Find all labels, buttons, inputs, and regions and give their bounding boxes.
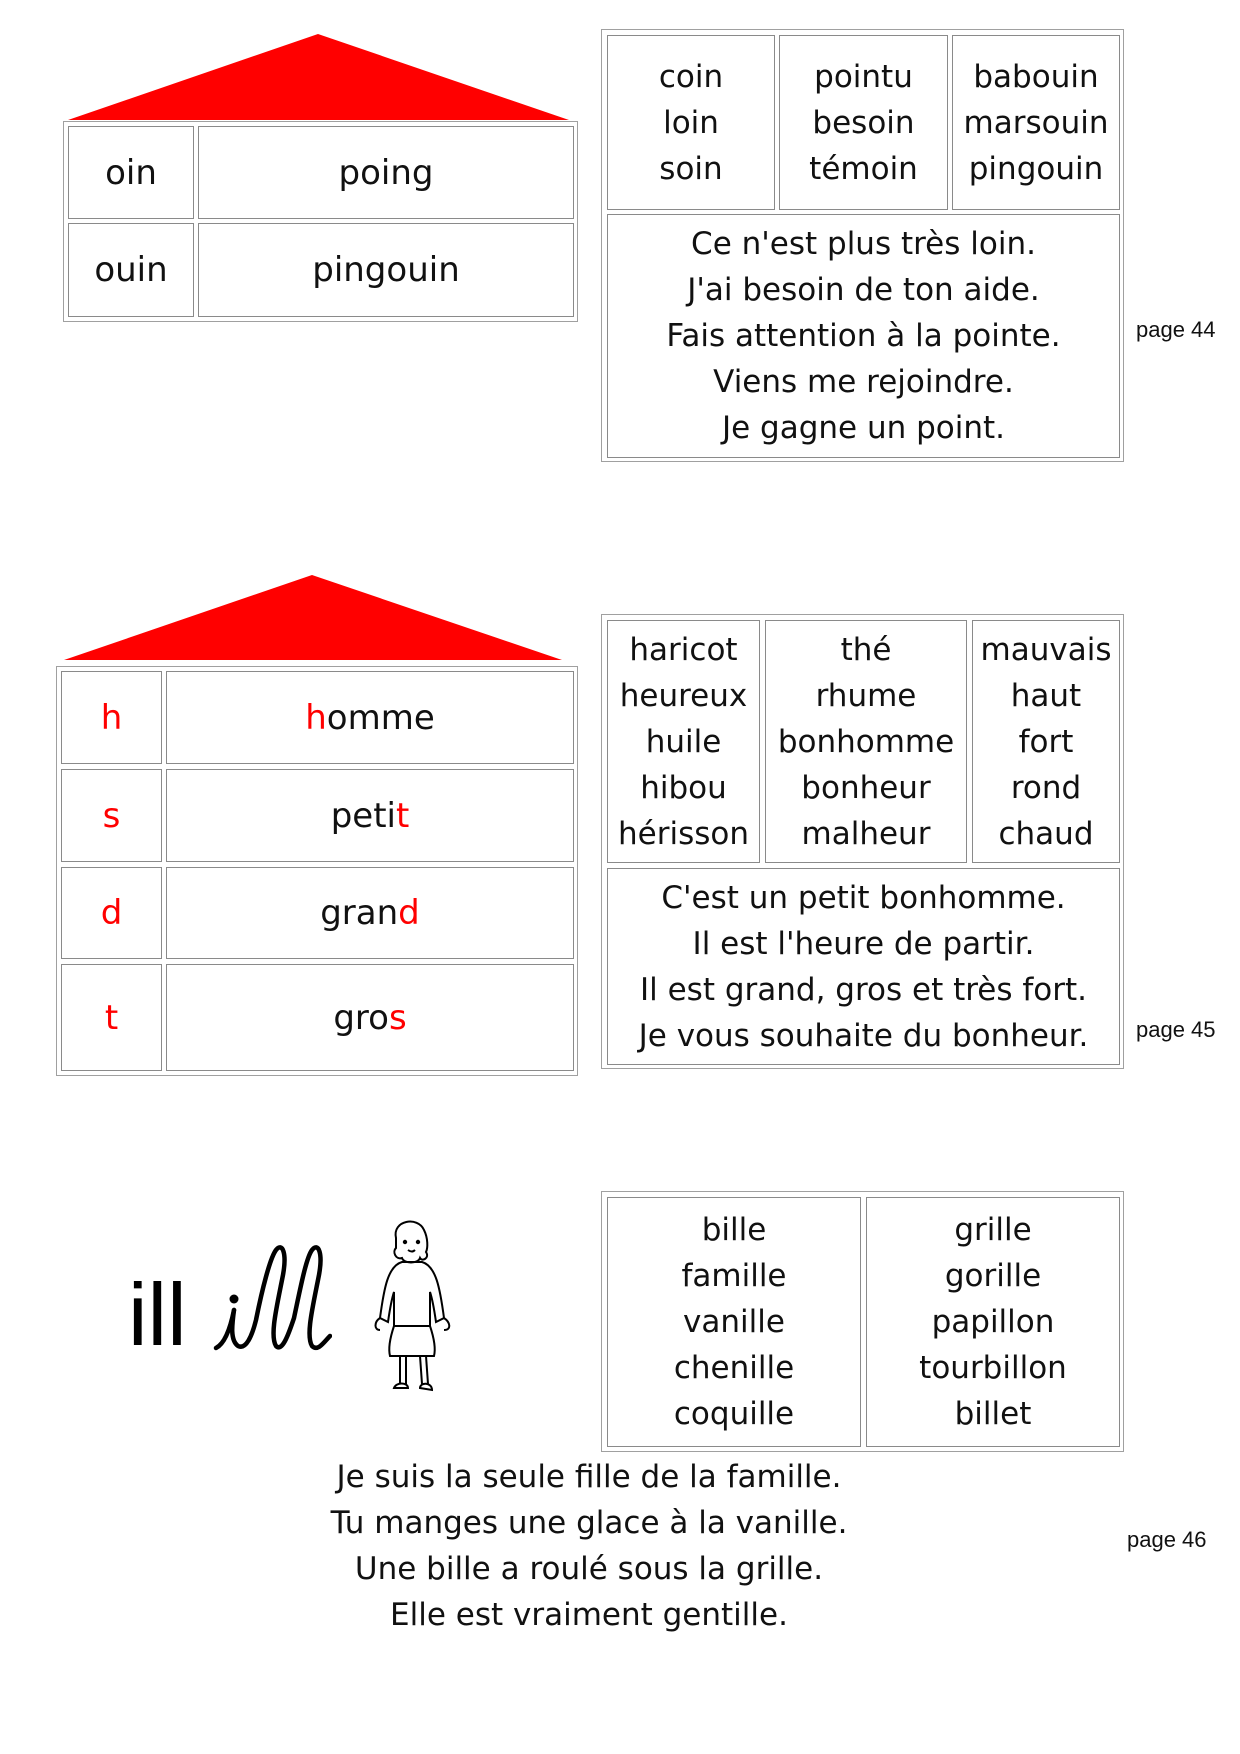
word: coquille [673,1396,795,1432]
word: huile [645,723,722,760]
word: hibou [640,769,727,806]
highlight: s [388,997,407,1038]
letter: t [104,997,119,1038]
page-number: page 46 [1127,1527,1207,1552]
word: vanille [683,1304,785,1340]
word: besoin [812,104,915,141]
letter: d [100,893,123,933]
word: hérisson [618,815,749,852]
word: mauvais [980,631,1112,668]
word-table [601,1191,1124,1452]
word: thé [840,631,892,668]
sentence: Viens me rejoindre. [713,364,1014,400]
word: grille [954,1212,1032,1248]
word: famille [681,1258,787,1294]
word: babouin [973,58,1099,95]
word: témoin [809,150,918,187]
page-number: page 45 [1136,1017,1216,1042]
word-text [333,998,406,1038]
word: bonheur [801,769,931,806]
sentence: Tu manges une glace à la vanille. [330,1505,848,1541]
sentence: Ce n'est plus très loin. [691,226,1036,262]
word-table [601,29,1124,462]
word-column [952,35,1120,210]
word-rest: gro [333,997,389,1038]
word: pingouin [968,150,1104,187]
sentence: Je vous souhaite du bonheur. [638,1017,1089,1054]
letter: h [100,697,123,738]
word: fort [1018,723,1074,760]
highlight: d [398,893,420,933]
word-cell [166,671,574,764]
sound-print: ill [128,1265,187,1364]
sound-cell [68,223,194,317]
letter-cell [61,769,162,862]
house-roof [62,573,564,662]
word-column [972,620,1120,863]
letter-cell [61,867,162,959]
word-text [320,893,420,933]
word-column [607,620,760,863]
word-column [779,35,948,210]
highlight: t [395,795,410,836]
word-text: pingouin [312,250,460,290]
sound-text: oin [105,152,157,193]
page-number: page 44 [1136,317,1216,342]
highlight: h [305,697,327,738]
word-text: poing [338,152,434,193]
word-table [601,614,1124,1069]
sound-text: ouin [94,250,168,290]
word: tourbillon [919,1350,1067,1386]
girl-illustration [368,1218,460,1396]
word-text [331,796,410,836]
sound-cursive [212,1240,332,1352]
word-cell [198,126,574,219]
word: gorille [944,1258,1042,1294]
word: bille [701,1212,767,1248]
word: haricot [629,631,738,668]
sentences [289,1454,889,1638]
word: rond [1010,769,1082,806]
word-cell [166,964,574,1071]
word: billet [954,1396,1032,1432]
sentence: Elle est vraiment gentille. [390,1597,788,1633]
word: heureux [619,677,748,714]
word: malheur [801,815,931,852]
word-cell [198,223,574,317]
word: bonhomme [777,723,955,760]
sentence: Il est l'heure de partir. [692,925,1035,962]
word: loin [663,104,719,141]
word-text [305,698,435,738]
word: chenille [673,1350,795,1386]
sentences-cell [607,868,1120,1065]
word-rest: omme [326,697,435,738]
sentence: Fais attention à la pointe. [666,318,1061,354]
word: papillon [931,1304,1055,1340]
word-cell [166,769,574,862]
sentence: Il est grand, gros et très fort. [639,971,1088,1008]
word-rest: peti [330,795,396,836]
word-column [607,1197,861,1447]
letter-cell [61,671,162,764]
letter: s [102,795,121,836]
dot [230,1295,239,1304]
word: coin [658,58,724,95]
sentence: C'est un petit bonhomme. [661,879,1066,916]
word-cell [166,867,574,959]
sentence: Une bille a roulé sous la grille. [354,1551,824,1587]
word: haut [1010,677,1082,714]
house-table [56,666,578,1076]
word: pointu [814,58,913,95]
sentence: Je gagne un point. [721,410,1006,446]
word-rest: gran [320,893,399,933]
word: rhume [815,677,917,714]
sentence: Je suis la seule fille de la famille. [336,1459,842,1495]
word-column [607,35,775,210]
house-roof [66,32,571,122]
word-column [765,620,967,863]
letter-cell [61,964,162,1071]
sentence: J'ai besoin de ton aide. [687,272,1040,308]
word: chaud [998,815,1094,852]
sentences-cell [607,214,1120,458]
sound-cell [68,126,194,219]
word-column [866,1197,1120,1447]
word: marsouin [963,104,1109,141]
word: soin [659,150,723,187]
house-table [63,121,578,322]
